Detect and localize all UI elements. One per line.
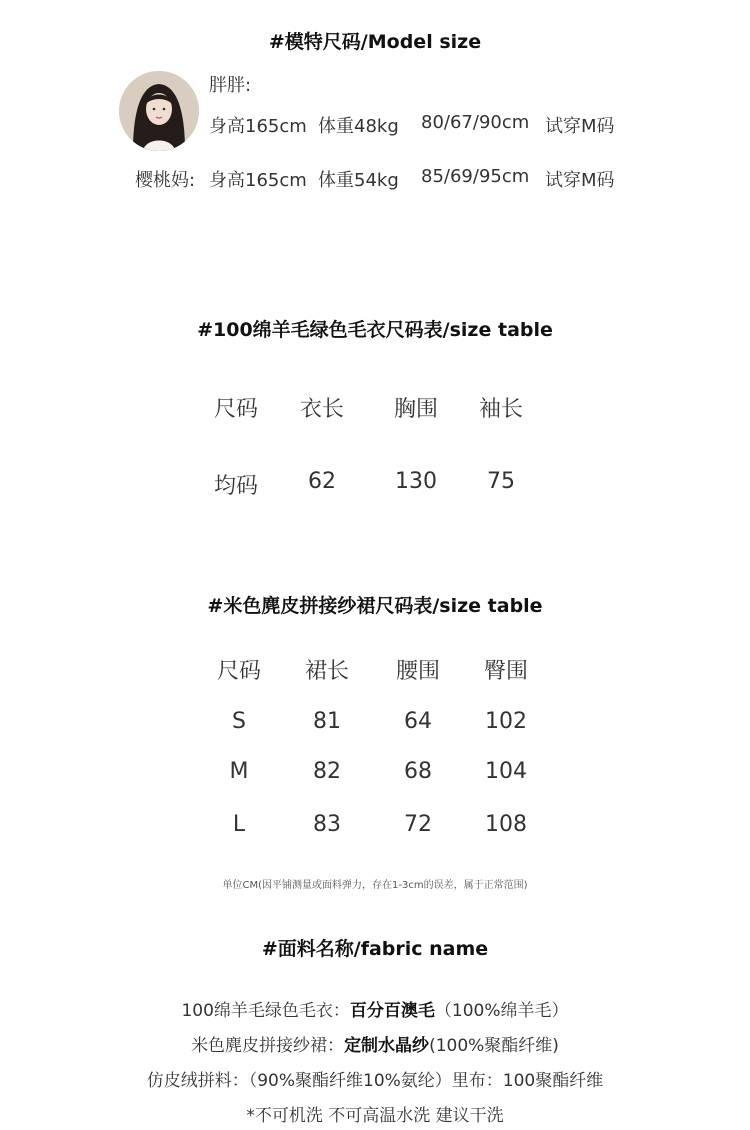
sweater-header-size: 尺码	[213, 397, 259, 422]
sweater-row-size: 均码	[213, 474, 259, 499]
skirt-header-size: 尺码	[216, 659, 262, 684]
fabric-line-sweater-prefix: 100绵羊毛绿色毛衣：	[181, 1001, 350, 1021]
fabric-title: #面料名称/fabric name	[261, 938, 489, 960]
model2-weight: 体重54kg	[318, 170, 399, 191]
skirt-row-s-size: S	[232, 709, 246, 734]
skirt-row-m-hip: 104	[485, 759, 527, 784]
fabric-line-skirt	[0, 1031, 750, 1056]
sweater-header-sleeve: 袖长	[478, 397, 524, 422]
fabric-line-sweater-bold: 百分百澳毛	[349, 1001, 435, 1021]
model-avatar	[119, 71, 199, 151]
skirt-table-title: #米色麂皮拼接纱裙尺码表/size table	[207, 595, 543, 617]
model-portrait-image	[119, 71, 199, 151]
skirt-row-l-waist: 72	[404, 812, 432, 837]
model1-weight: 体重48kg	[318, 116, 399, 137]
model1-measurements: 80/67/90cm	[421, 112, 530, 133]
skirt-row-l-size: L	[232, 812, 246, 837]
skirt-row-m-length: 82	[313, 759, 341, 784]
model2-height: 身高165cm	[209, 170, 307, 191]
skirt-header-waist: 腰围	[395, 659, 441, 684]
model2-fit: 试穿M码	[545, 170, 615, 191]
skirt-header-hip: 臀围	[483, 659, 529, 684]
sweater-row-length: 62	[308, 469, 336, 494]
skirt-row-m-waist: 68	[404, 759, 432, 784]
fabric-line-skirt-prefix: 米色麂皮拼接纱裙：	[191, 1036, 345, 1056]
skirt-row-m-size: M	[229, 759, 249, 784]
skirt-header-length: 裙长	[304, 659, 350, 684]
model2-measurements: 85/69/95cm	[421, 166, 530, 187]
skirt-row-s-waist: 64	[404, 709, 432, 734]
fabric-line-sweater-suffix: （100%绵羊毛）	[434, 1001, 569, 1021]
sweater-header-chest: 胸围	[393, 397, 439, 422]
skirt-row-s-hip: 102	[485, 709, 527, 734]
fabric-line-sweater	[0, 996, 750, 1021]
model1-height: 身高165cm	[209, 116, 307, 137]
measurement-note: 单位CM(因平铺测量或面料弹力，存在1-3cm的误差，属于正常范围)	[222, 880, 528, 891]
skirt-row-l-hip: 108	[485, 812, 527, 837]
sweater-header-length: 衣长	[299, 397, 345, 422]
sweater-table-title: #100绵羊毛绿色毛衣尺码表/size table	[197, 319, 553, 341]
care-instructions: *不可机洗 不可高温水洗 建议干洗	[246, 1106, 504, 1126]
model-size-title: #模特尺码/Model size	[268, 31, 482, 53]
sweater-row-sleeve: 75	[487, 469, 515, 494]
fabric-line-skirt-suffix: (100%聚酯纤维)	[429, 1036, 559, 1056]
skirt-row-s-length: 81	[313, 709, 341, 734]
model1-fit: 试穿M码	[545, 116, 615, 137]
model2-name: 樱桃妈:	[135, 170, 196, 191]
model1-name: 胖胖:	[209, 75, 252, 96]
fabric-line-lining: 仿皮绒拼料：（90%聚酯纤维10%氨纶）里布：100聚酯纤维	[146, 1071, 604, 1091]
sweater-row-chest: 130	[395, 469, 437, 494]
skirt-row-l-length: 83	[313, 812, 341, 837]
fabric-line-skirt-bold: 定制水晶纱	[344, 1036, 430, 1056]
